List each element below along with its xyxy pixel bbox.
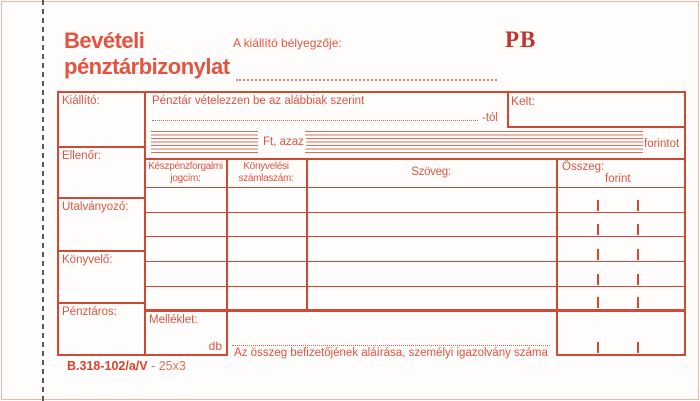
tick-mark (637, 342, 639, 353)
payer-dotted-line (152, 108, 478, 121)
perforation-line (42, 0, 44, 401)
grid-line (57, 91, 686, 93)
tick-mark (637, 224, 639, 235)
form-title (64, 28, 230, 80)
tick-mark (637, 297, 639, 308)
grid-line (306, 158, 308, 311)
form-number-qty: - 25x3 (151, 359, 186, 373)
grid-line (144, 91, 146, 356)
grid-line (226, 158, 228, 356)
from-suffix: -tól (482, 112, 498, 124)
forintot-label: forintot (644, 138, 680, 150)
signature-dotted-line (232, 333, 550, 346)
tick-mark (637, 200, 639, 211)
tick-mark (597, 200, 599, 211)
signer-kiallito-label: Kiállító: (62, 95, 100, 107)
attachment-label: Melléklet: (149, 314, 198, 326)
ft-azaz-label: Ft, azaz (263, 136, 304, 148)
tick-mark (637, 249, 639, 260)
title-dotted-line (236, 67, 497, 81)
amount-words-ruled-lines (305, 131, 643, 153)
grid-line (507, 126, 686, 128)
tick-mark (597, 249, 599, 260)
form-number (67, 359, 186, 373)
form-title-line2: pénztárbizonylat (64, 54, 230, 79)
header-text: Szöveg: (411, 166, 451, 178)
instruction-text: Pénztár vételezzen be az alábbiak szerint (152, 95, 365, 107)
header-account-number: Könyvelési számlaszám: (238, 161, 294, 184)
signature-caption: Az összeg befizetőjének aláírása, személyi igazolvány száma (234, 347, 548, 359)
doc-code: PB (505, 27, 537, 52)
signer-konyvelo-label: Könyvelő: (62, 254, 113, 266)
signer-penztaros-label: Pénztáros: (62, 306, 117, 318)
grid-line (58, 197, 145, 199)
tick-mark (597, 342, 599, 353)
grid-line (556, 354, 686, 356)
amount-ruled-lines (151, 131, 258, 153)
tick-mark (597, 224, 599, 235)
tick-mark (597, 297, 599, 308)
issuer-stamp-label: A kiállító bélyegzője: (233, 36, 342, 50)
date-label: Kelt: (511, 94, 536, 108)
grid-line (58, 250, 145, 252)
grid-line (58, 302, 145, 304)
signer-utalvanyozo-label: Utalványozó: (62, 201, 129, 213)
grid-line (684, 91, 686, 356)
grid-line (57, 91, 59, 356)
tick-mark (637, 274, 639, 285)
tick-mark (597, 274, 599, 285)
form-number-code: B.318-102/a/V (67, 359, 148, 373)
grid-line (58, 146, 145, 148)
grid-line (57, 354, 228, 356)
header-amount: Összeg: (562, 161, 605, 173)
header-amount-unit: forint (605, 173, 631, 185)
signer-ellenor-label: Ellenőr: (62, 150, 101, 162)
grid-line (507, 91, 509, 128)
form-title-line1: Bevételi (64, 28, 145, 53)
header-cash-title: Készpénzforgalmi jogcím: (148, 161, 223, 184)
grid-line (556, 158, 558, 356)
attachment-qty-unit: db (208, 339, 222, 353)
